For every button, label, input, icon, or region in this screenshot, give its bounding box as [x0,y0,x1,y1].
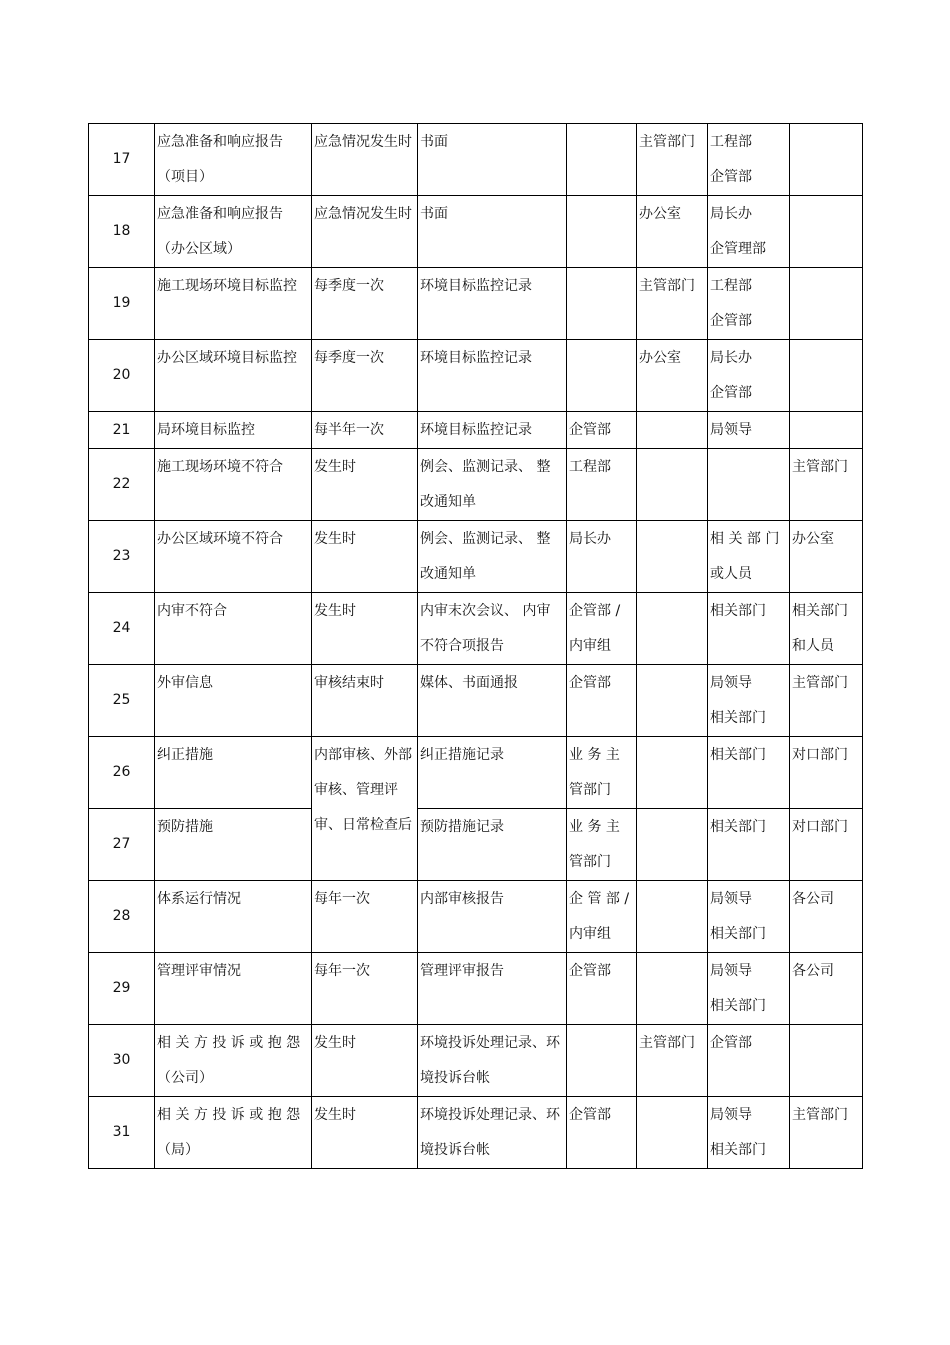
time-cell: 发生时 [312,593,418,665]
dept-cell [790,1025,863,1097]
dept-cell: 办公室 [637,196,708,268]
dept-cell [567,124,637,196]
item-cell: 内审不符合 [155,593,312,665]
item-cell: 外审信息 [155,665,312,737]
dept-cell [637,809,708,881]
row-number: 26 [89,737,155,809]
time-cell: 审核结束时 [312,665,418,737]
table-row [89,1097,863,1169]
table-row [89,953,863,1025]
time-cell: 每季度一次 [312,268,418,340]
time-cell: 发生时 [312,521,418,593]
dept-cell: 局长办 [567,521,637,593]
dept-cell: 局领导 相关部门 [708,1097,790,1169]
dept-cell [637,593,708,665]
form-cell: 环境目标监控记录 [418,412,567,449]
dept-cell [790,340,863,412]
dept-cell: 主管部门 [637,124,708,196]
dept-cell [567,340,637,412]
form-cell: 纠正措施记录 [418,737,567,809]
dept-cell: 业 务 主 管部门 [567,737,637,809]
dept-cell: 相关部门 [708,809,790,881]
dept-cell [567,196,637,268]
row-number: 29 [89,953,155,1025]
form-cell: 书面 [418,124,567,196]
time-cell: 每年一次 [312,953,418,1025]
row-number: 18 [89,196,155,268]
form-cell: 环境投诉处理记录、环境投诉台帐 [418,1097,567,1169]
dept-cell: 局领导 相关部门 [708,881,790,953]
dept-cell: 相关部门 [708,737,790,809]
time-cell: 内部审核、外部审核、管理评审、日常检查后 [312,737,418,881]
dept-cell: 对口部门 [790,737,863,809]
item-cell: 管理评审情况 [155,953,312,1025]
item-cell: 体系运行情况 [155,881,312,953]
row-number: 17 [89,124,155,196]
table-row [89,449,863,521]
dept-cell [637,737,708,809]
dept-cell [790,124,863,196]
item-cell: 局环境目标监控 [155,412,312,449]
form-cell: 媒体、书面通报 [418,665,567,737]
row-number: 28 [89,881,155,953]
dept-cell [567,268,637,340]
form-cell: 例会、监测记录、 整改通知单 [418,521,567,593]
form-cell: 管理评审报告 [418,953,567,1025]
table-row [89,521,863,593]
form-cell: 预防措施记录 [418,809,567,881]
row-number: 22 [89,449,155,521]
form-cell: 环境目标监控记录 [418,268,567,340]
row-number: 19 [89,268,155,340]
dept-cell [567,1025,637,1097]
time-cell: 应急情况发生时 [312,196,418,268]
dept-cell: 主管部门 [637,1025,708,1097]
dept-cell: 局领导 相关部门 [708,665,790,737]
row-number: 20 [89,340,155,412]
dept-cell: 业 务 主 管部门 [567,809,637,881]
dept-cell: 企管部 [567,1097,637,1169]
time-cell: 每半年一次 [312,412,418,449]
dept-cell: 相关部门和人员 [790,593,863,665]
dept-cell: 各公司 [790,881,863,953]
dept-cell [637,412,708,449]
row-number: 27 [89,809,155,881]
dept-cell [637,521,708,593]
row-number: 25 [89,665,155,737]
table-row [89,1025,863,1097]
information-communication-table [88,123,863,1169]
dept-cell: 局长办 企管理部 [708,196,790,268]
dept-cell: 各公司 [790,953,863,1025]
item-cell: 办公区域环境不符合 [155,521,312,593]
dept-cell: 企管部 [567,665,637,737]
dept-cell [637,1097,708,1169]
item-cell: 应急准备和响应报告（办公区域） [155,196,312,268]
dept-cell: 主管部门 [790,665,863,737]
table-row [89,196,863,268]
dept-cell: 局长办 企管部 [708,340,790,412]
item-cell: 相 关 方 投 诉 或 抱 怨（公司） [155,1025,312,1097]
form-cell: 环境投诉处理记录、环境投诉台帐 [418,1025,567,1097]
row-number: 23 [89,521,155,593]
item-cell: 纠正措施 [155,737,312,809]
table-row [89,593,863,665]
dept-cell [637,449,708,521]
form-cell: 内审末次会议、 内审不符合项报告 [418,593,567,665]
dept-cell: 企管部 [567,412,637,449]
dept-cell: 局领导 [708,412,790,449]
dept-cell: 局领导 相关部门 [708,953,790,1025]
dept-cell: 工程部 企管部 [708,268,790,340]
dept-cell [790,412,863,449]
dept-cell: 工程部 企管部 [708,124,790,196]
dept-cell: 办公室 [790,521,863,593]
dept-cell [790,268,863,340]
table-row [89,881,863,953]
row-number: 30 [89,1025,155,1097]
form-cell: 内部审核报告 [418,881,567,953]
item-cell: 预防措施 [155,809,312,881]
time-cell: 发生时 [312,1025,418,1097]
row-number: 21 [89,412,155,449]
dept-cell [637,665,708,737]
item-cell: 相 关 方 投 诉 或 抱 怨（局） [155,1097,312,1169]
time-cell: 发生时 [312,1097,418,1169]
dept-cell: 主管部门 [790,449,863,521]
dept-cell: 相关部门 [708,593,790,665]
item-cell: 办公区域环境目标监控 [155,340,312,412]
item-cell: 施工现场环境不符合 [155,449,312,521]
dept-cell: 企 管 部 / 内审组 [567,881,637,953]
item-cell: 施工现场环境目标监控 [155,268,312,340]
table-row [89,809,863,881]
dept-cell: 相 关 部 门或人员 [708,521,790,593]
form-cell: 环境目标监控记录 [418,340,567,412]
form-cell: 例会、监测记录、 整改通知单 [418,449,567,521]
dept-cell: 企管部 [567,953,637,1025]
table-row [89,124,863,196]
row-number: 31 [89,1097,155,1169]
table-row [89,412,863,449]
form-cell: 书面 [418,196,567,268]
dept-cell: 企管部 / 内审组 [567,593,637,665]
dept-cell: 办公室 [637,340,708,412]
time-cell: 每年一次 [312,881,418,953]
dept-cell: 工程部 [567,449,637,521]
dept-cell: 对口部门 [790,809,863,881]
row-number: 24 [89,593,155,665]
table-row [89,268,863,340]
table-row [89,665,863,737]
dept-cell [708,449,790,521]
dept-cell [637,881,708,953]
table-row [89,340,863,412]
dept-cell: 企管部 [708,1025,790,1097]
item-cell: 应急准备和响应报告（项目） [155,124,312,196]
dept-cell: 主管部门 [637,268,708,340]
dept-cell [637,953,708,1025]
time-cell: 发生时 [312,449,418,521]
dept-cell: 主管部门 [790,1097,863,1169]
time-cell: 每季度一次 [312,340,418,412]
table-row [89,737,863,809]
time-cell: 应急情况发生时 [312,124,418,196]
dept-cell [790,196,863,268]
